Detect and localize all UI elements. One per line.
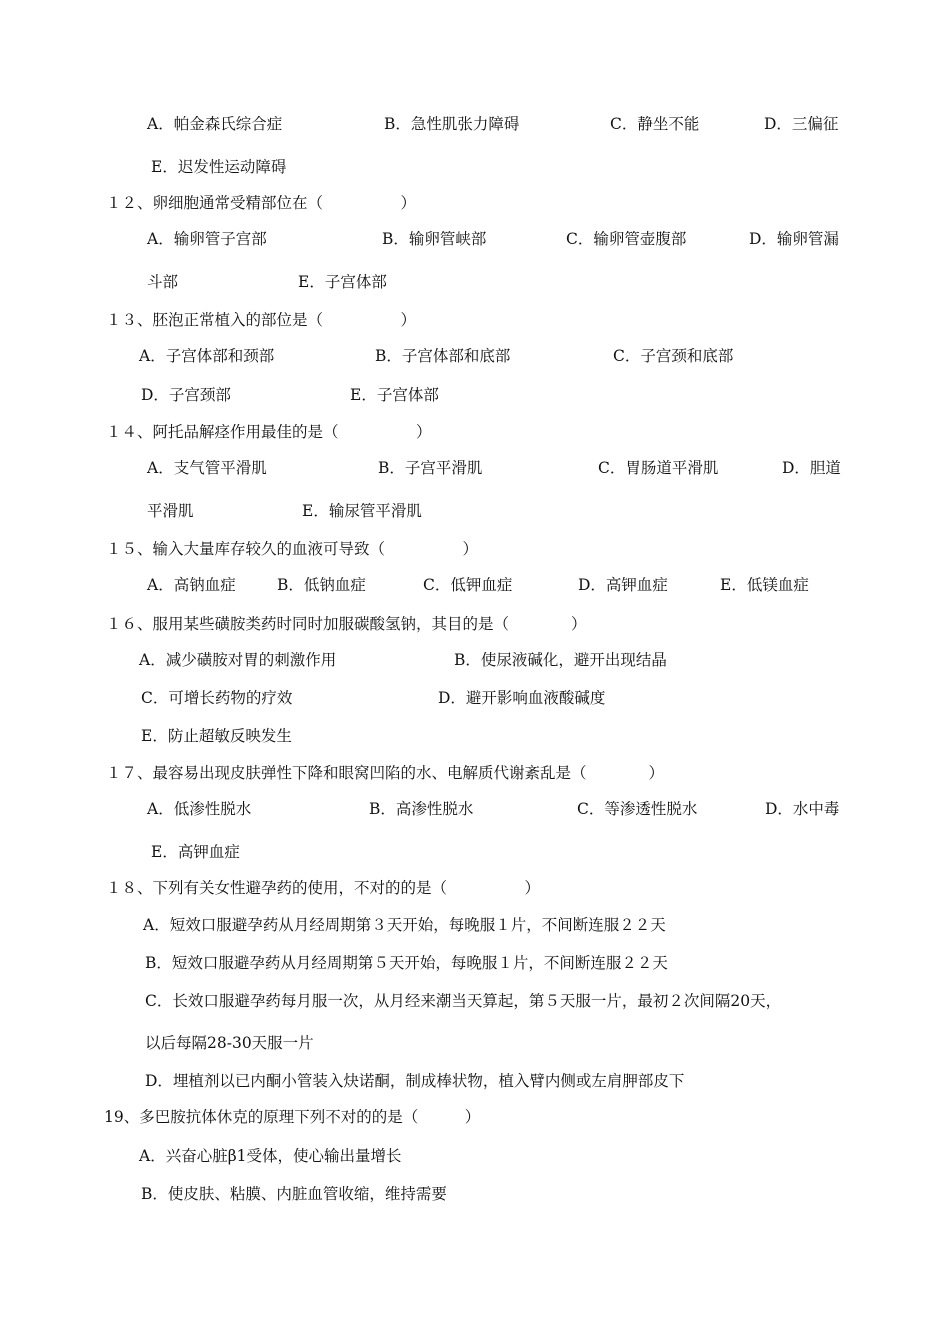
option-line: E．输尿管平滑肌: [302, 502, 422, 520]
option-line: A．低渗性脱水: [147, 800, 252, 818]
option-line: B．高渗性脱水: [369, 800, 474, 818]
option-line: C．长效口服避孕药每月服一次，从月经来潮当天算起，第５天服一片，最初２次间隔20天，: [145, 992, 782, 1010]
question-18: １８、下列有关女性避孕药的使用，不对的的是（ ）: [106, 879, 541, 897]
option-line: E．低镁血症: [720, 576, 809, 594]
question-15: １５、输入大量库存较久的血液可导致（ ）: [106, 540, 479, 558]
option-line: B．短效口服避孕药从月经周期第５天开始，每晚服１片，不间断连服２２天: [145, 954, 668, 972]
option-line: D．高钾血症: [578, 576, 668, 594]
question-17: １７、最容易出现皮肤弹性下降和眼窝凹陷的水、电解质代谢紊乱是（ ）: [106, 764, 665, 782]
option-line: C．子宫颈和底部: [613, 347, 734, 365]
option-line: B．子宫体部和底部: [375, 347, 511, 365]
question-13: １３、胚泡正常植入的部位是（ ）: [106, 311, 417, 329]
option-line: B．使尿液碱化，避开出现结晶: [454, 651, 667, 669]
option-line: D．子宫颈部: [141, 386, 231, 404]
option-line: A．支气管平滑肌: [147, 459, 267, 477]
option-line: D．胆道: [782, 459, 841, 477]
option-line: A．兴奋心脏β1受体，使心输出量增长: [139, 1147, 402, 1165]
option-line: B．输卵管峡部: [382, 230, 487, 248]
option-line: B．急性肌张力障碍: [384, 115, 520, 133]
option-line: B．使皮肤、粘膜、内脏血管收缩，维持需要: [141, 1185, 447, 1203]
option-line: A．子宫体部和颈部: [139, 347, 275, 365]
option-line: C．静坐不能: [610, 115, 700, 133]
question-16: １６、服用某些磺胺类药时同时加服碳酸氢钠，其目的是（ ）: [106, 615, 587, 633]
option-line: E．防止超敏反映发生: [141, 727, 292, 745]
option-line: E．子宫体部: [298, 273, 387, 291]
option-line: A．减少磺胺对胃的刺激作用: [139, 651, 337, 669]
option-line: 平滑肌: [147, 502, 194, 520]
option-line: A．短效口服避孕药从月经周期第３天开始，每晚服１片，不间断连服２２天: [143, 916, 666, 934]
option-line: C．输卵管壶腹部: [566, 230, 687, 248]
option-line: B．子宫平滑肌: [378, 459, 483, 477]
option-line: D．避开影响血液酸碱度: [438, 689, 606, 707]
option-line: D．水中毒: [765, 800, 840, 818]
option-line: C．胃肠道平滑肌: [598, 459, 719, 477]
option-line: A．高钠血症: [147, 576, 236, 594]
option-line: C．低钾血症: [423, 576, 513, 594]
option-line: D．三偏征: [764, 115, 839, 133]
option-line: B．低钠血症: [277, 576, 366, 594]
option-line: A．输卵管子宫部: [147, 230, 267, 248]
question-14: １４、阿托品解痉作用最佳的是（ ）: [106, 423, 432, 441]
option-line: C．等渗透性脱水: [577, 800, 698, 818]
option-line: C．可增长药物的疗效: [141, 689, 293, 707]
option-line: D．埋植剂以已内酮小管装入炔诺酮，制成棒状物，植入臂内侧或左肩胛部皮下: [145, 1072, 685, 1090]
option-line: E．高钾血症: [151, 843, 240, 861]
option-line: 斗部: [147, 273, 179, 291]
option-line: E．迟发性运动障碍: [151, 158, 287, 176]
question-19: 19、多巴胺抗体休克的原理下列不对的的是（ ）: [104, 1108, 481, 1126]
option-line: D．输卵管漏: [749, 230, 839, 248]
option-line: E．子宫体部: [350, 386, 439, 404]
question-12: １２、卵细胞通常受精部位在（ ）: [106, 194, 417, 212]
option-line: 以后每隔28-30天服一片: [145, 1034, 314, 1052]
option-line: A．帕金森氏综合症: [147, 115, 283, 133]
